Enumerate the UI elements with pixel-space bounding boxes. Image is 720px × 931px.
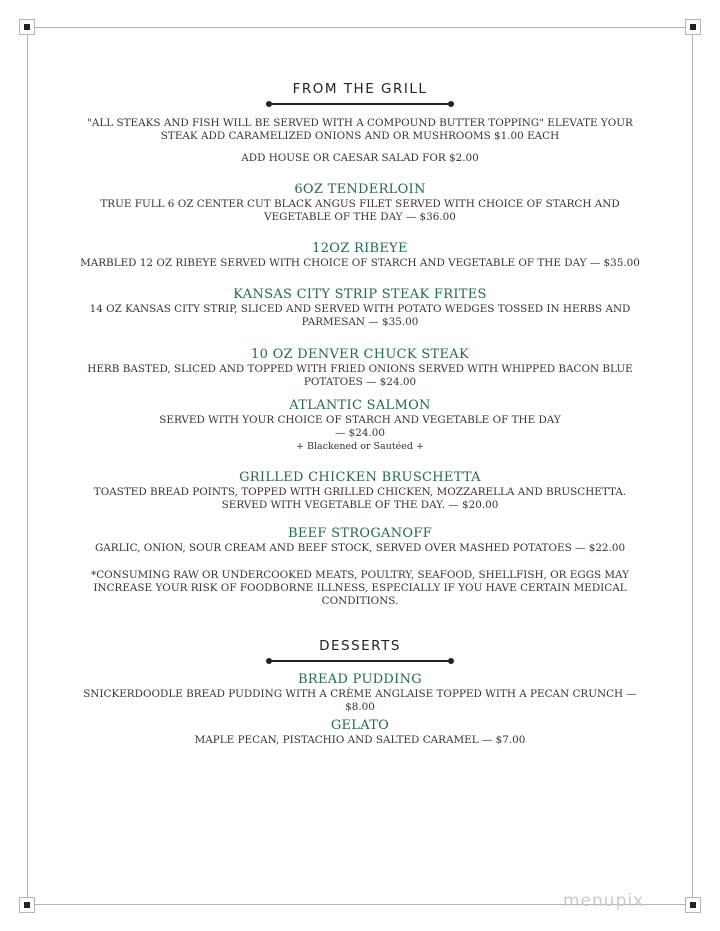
- item-description: HERB BASTED, SLICED AND TOPPED WITH FRIED ONIONS SERVED WITH WHIPPED BACON BLUE POTATOES — $24.00: [87, 363, 633, 388]
- grill-section-header: [70, 81, 650, 105]
- menu-item-salmon: [70, 398, 650, 453]
- note-text: ADD HOUSE OR CAESAR SALAD FOR $2.00: [241, 152, 479, 164]
- item-price: — $24.00: [334, 427, 386, 439]
- item-description: SNICKERDOODLE BREAD PUDDING WITH A CRÈME ANGLAISE TOPPED WITH A PECAN CRUNCH — $8.00: [83, 688, 637, 713]
- grill-note-salad: [70, 152, 650, 165]
- grill-note-butter: [70, 117, 650, 143]
- menu-item-chicken-bruschetta: [70, 470, 650, 512]
- frame-right-line: [692, 27, 693, 904]
- menu-item-ribeye: [70, 241, 650, 270]
- menu-item-kc-strip: [70, 287, 650, 329]
- item-option-note: + Blackened or Sautéed +: [296, 441, 424, 452]
- menupix-watermark: menupix: [563, 891, 645, 911]
- item-name: GELATO: [330, 718, 390, 733]
- item-name: BEEF STROGANOFF: [287, 526, 433, 541]
- item-name: ATLANTIC SALMON: [289, 398, 431, 413]
- item-name: 12OZ RIBEYE: [312, 241, 408, 256]
- item-description: TRUE FULL 6 OZ CENTER CUT BLACK ANGUS FILET SERVED WITH CHOICE OF STARCH AND VEGETABLE OF THE DAY — $36.00: [100, 198, 620, 223]
- heading-divider: [269, 660, 451, 662]
- note-text: "ALL STEAKS AND FISH WILL BE SERVED WITH A COMPOUND BUTTER TOPPING" ELEVATE YOUR STEAK ADD CARAMELIZED ONIONS AND OR MUSHROOMS $1.00 EACH: [87, 117, 633, 142]
- frame-top-line: [27, 27, 693, 28]
- menu-item-gelato: [70, 718, 650, 747]
- item-description: MAPLE PECAN, PISTACHIO AND SALTED CARAMEL — $7.00: [194, 734, 526, 746]
- item-name: 10 OZ DENVER CHUCK STEAK: [251, 347, 469, 362]
- menu-item-denver-chuck: [70, 347, 650, 389]
- frame-left-line: [27, 27, 28, 904]
- food-safety-disclaimer: [70, 569, 650, 608]
- heading-divider: [269, 103, 451, 105]
- item-description: TOASTED BREAD POINTS, TOPPED WITH GRILLED CHICKEN, MOZZARELLA AND BRUSCHETTA. SERVED WITH VEGETABLE OF THE DAY. — $20.00: [93, 486, 627, 511]
- corner-ornament-top-left: [19, 19, 35, 35]
- item-description: GARLIC, ONION, SOUR CREAM AND BEEF STOCK, SERVED OVER MASHED POTATOES — $22.00: [94, 542, 626, 554]
- desserts-section-header: [70, 638, 650, 662]
- menu-item-bread-pudding: [70, 672, 650, 714]
- item-description: SERVED WITH YOUR CHOICE OF STARCH AND VEGETABLE OF THE DAY: [159, 414, 561, 426]
- disclaimer-text: *CONSUMING RAW OR UNDERCOOKED MEATS, POULTRY, SEAFOOD, SHELLFISH, OR EGGS MAY INCREASE YOUR RISK OF FOODBORNE ILLNESS, ESPECIALLY IF YOU HAVE CERTAIN MEDICAL CONDITIONS.: [91, 569, 629, 607]
- section-heading-grill: FROM THE GRILL: [292, 81, 428, 97]
- corner-ornament-top-right: [685, 19, 701, 35]
- menu-item-tenderloin: [70, 182, 650, 224]
- item-name: 6OZ TENDERLOIN: [294, 182, 426, 197]
- item-name: BREAD PUDDING: [298, 672, 422, 687]
- item-description: MARBLED 12 OZ RIBEYE SERVED WITH CHOICE OF STARCH AND VEGETABLE OF THE DAY — $35.00: [80, 257, 640, 269]
- item-description: 14 OZ KANSAS CITY STRIP, SLICED AND SERVED WITH POTATO WEDGES TOSSED IN HERBS AND PARMESAN — $35.00: [89, 303, 631, 328]
- menu-item-stroganoff: [70, 526, 650, 555]
- corner-ornament-bottom-right: [685, 897, 701, 913]
- item-name: KANSAS CITY STRIP STEAK FRITES: [233, 287, 487, 302]
- corner-ornament-bottom-left: [19, 897, 35, 913]
- item-name: GRILLED CHICKEN BRUSCHETTA: [239, 470, 481, 485]
- section-heading-desserts: DESSERTS: [319, 638, 401, 654]
